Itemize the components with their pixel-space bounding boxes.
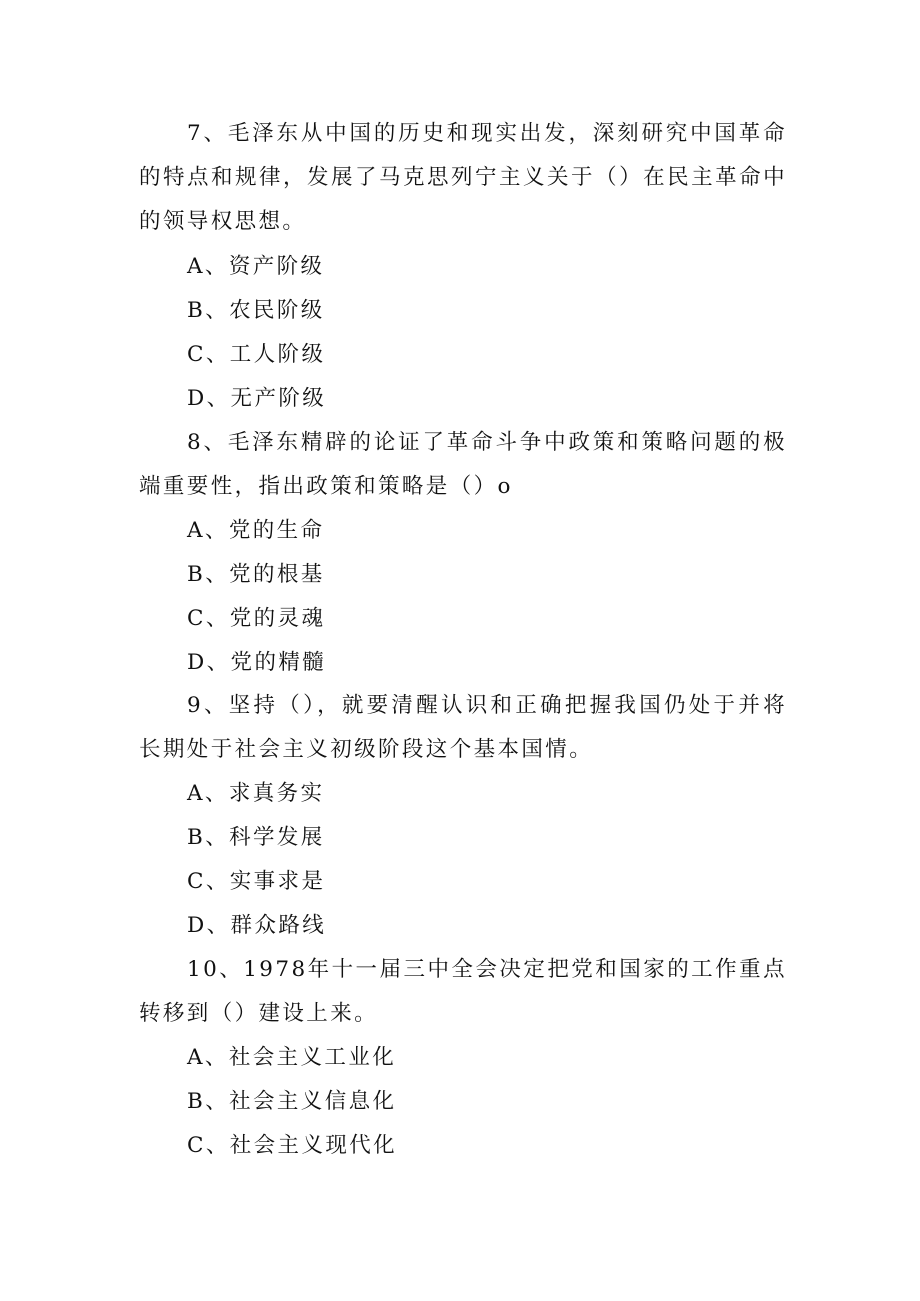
option-a: A、求真务实: [187, 781, 325, 806]
option-b: B、党的根基: [187, 562, 325, 587]
option-c: C、党的灵魂: [187, 606, 326, 631]
option-a: A、社会主义工业化: [187, 1045, 397, 1070]
question-stem: 9、坚持（），就要清醒认识和正确把握我国仍处于并将长期处于社会主义初级阶段这个基本国情。: [139, 693, 787, 762]
question-stem: 7、毛泽东从中国的历史和现实出发，深刻研究中国革命的特点和规律，发展了马克思列宁主义关于（）在民主革命中的领导权思想。: [139, 121, 787, 234]
option-c: C、工人阶级: [187, 342, 326, 367]
option-b: B、农民阶级: [187, 298, 325, 323]
option-d: D、党的精髓: [187, 650, 327, 675]
question-stem: 8、毛泽东精辟的论证了革命斗争中政策和策略问题的极端重要性，指出政策和策略是（）o: [139, 430, 787, 499]
option-c: C、实事求是: [187, 869, 326, 894]
option-a: A、党的生命: [187, 518, 325, 543]
option-b: B、科学发展: [187, 825, 325, 850]
option-d: D、无产阶级: [187, 386, 327, 411]
option-d: D、群众路线: [187, 913, 327, 938]
option-c: C、社会主义现代化: [187, 1133, 398, 1158]
question-stem: 10、1978年十一届三中全会决定把党和国家的工作重点转移到（）建设上来。: [139, 957, 787, 1026]
option-a: A、资产阶级: [187, 254, 325, 279]
option-b: B、社会主义信息化: [187, 1089, 397, 1114]
